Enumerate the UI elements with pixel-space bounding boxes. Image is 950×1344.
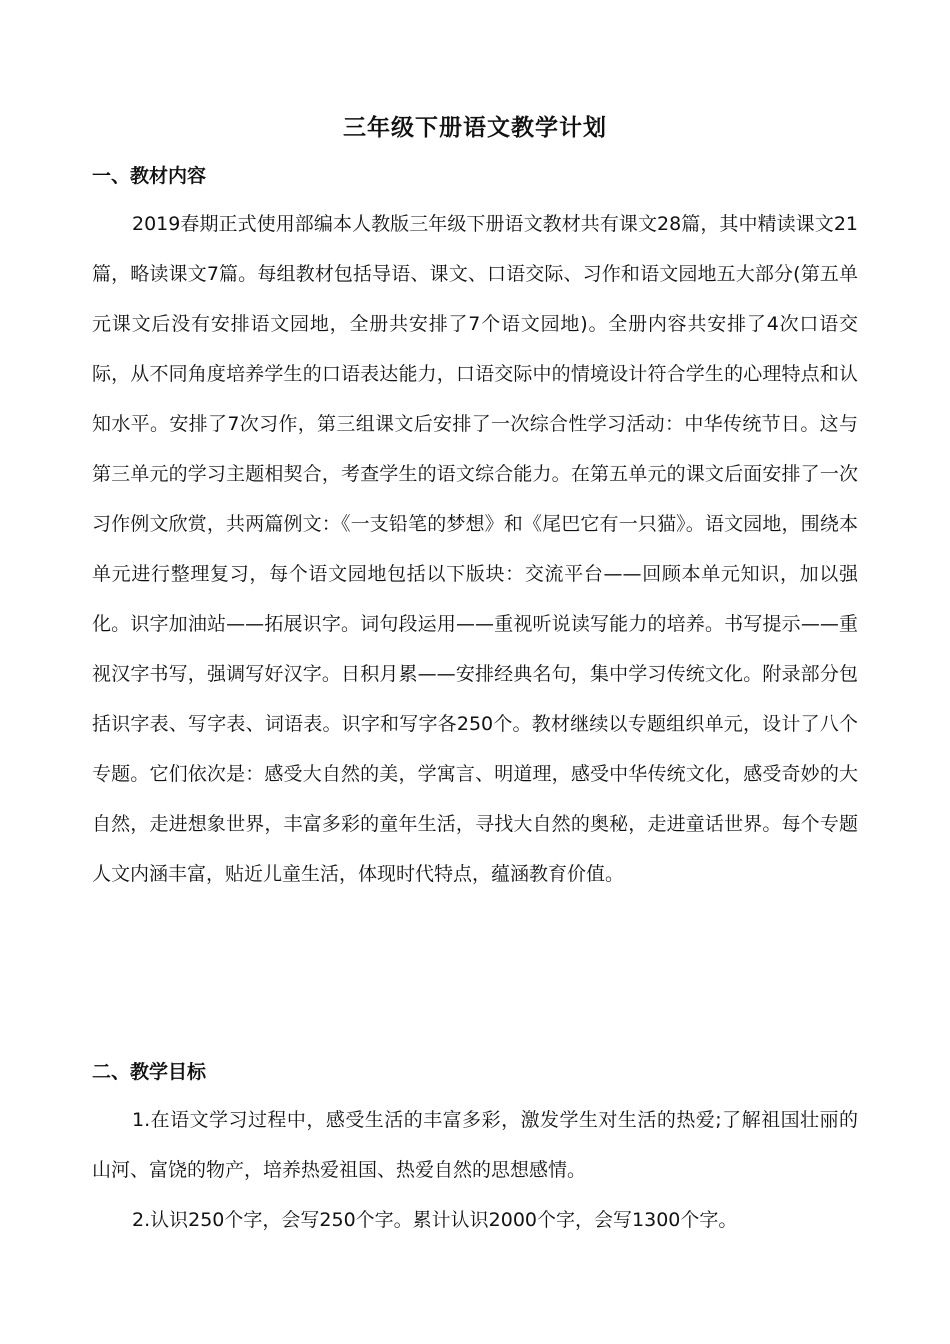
section-heading-teaching-goals: 二、教学目标 xyxy=(92,1061,207,1083)
paragraph-textbook-content: 2019春期正式使用部编本人教版三年级下册语文教材共有课文28篇，其中精读课文21篇，略读课文7篇。每组教材包括导语、课文、口语交际、习作和语文园地五大部分(第五单元课文后没有安排语文园地，全册共安排了7个语文园地)。全册内容共安排了4次口语交际，从不同角度培养学生的口语表达能力，口语交际中的情境设计符合学生的心理特点和认知水平。安排了7次习作，第三组课文后安排了一次综合性学习活动：中华传统节日。这与第三单元的学习主题相契合，考查学生的语文综合能力。在第五单元的课文后面安排了一次习作例文欣赏，共两篇例文：《一支铅笔的梦想》和《尾巴它有一只猫》。语文园地，围绕本单元进行整理复习，每个语文园地包括以下版块：交流平台——回顾本单元知识，加以强化。识字加油站——拓展识字。词句段运用——重视听说读写能力的培养。书写提示——重视汉字书写，强调写好汉字。日积月累——安排经典名句，集中学习传统文化。附录部分包括识字表、写字表、词语表。识字和写字各250个。教材继续以专题组织单元，设计了八个专题。它们依次是：感受大自然的美，学寓言、明道理，感受中华传统文化，感受奇妙的大自然，走进想象世界，丰富多彩的童年生活，寻找大自然的奥秘，走进童话世界。每个专题人文内涵丰富，贴近儿童生活，体现时代特点，蕴涵教育价值。 xyxy=(92,213,858,885)
paragraph-goal-1: 1.在语文学习过程中，感受生活的丰富多彩，激发学生对生活的热爱;了解祖国壮丽的山河、富饶的物产，培养热爱祖国、热爱自然的思想感情。 xyxy=(92,1109,858,1181)
document-title: 三年级下册语文教学计划 xyxy=(343,115,607,141)
section-heading-textbook-content: 一、教材内容 xyxy=(92,165,207,187)
paragraph-goal-2: 2.认识250个字，会写250个字。累计认识2000个字，会写1300个字。 xyxy=(132,1209,738,1231)
